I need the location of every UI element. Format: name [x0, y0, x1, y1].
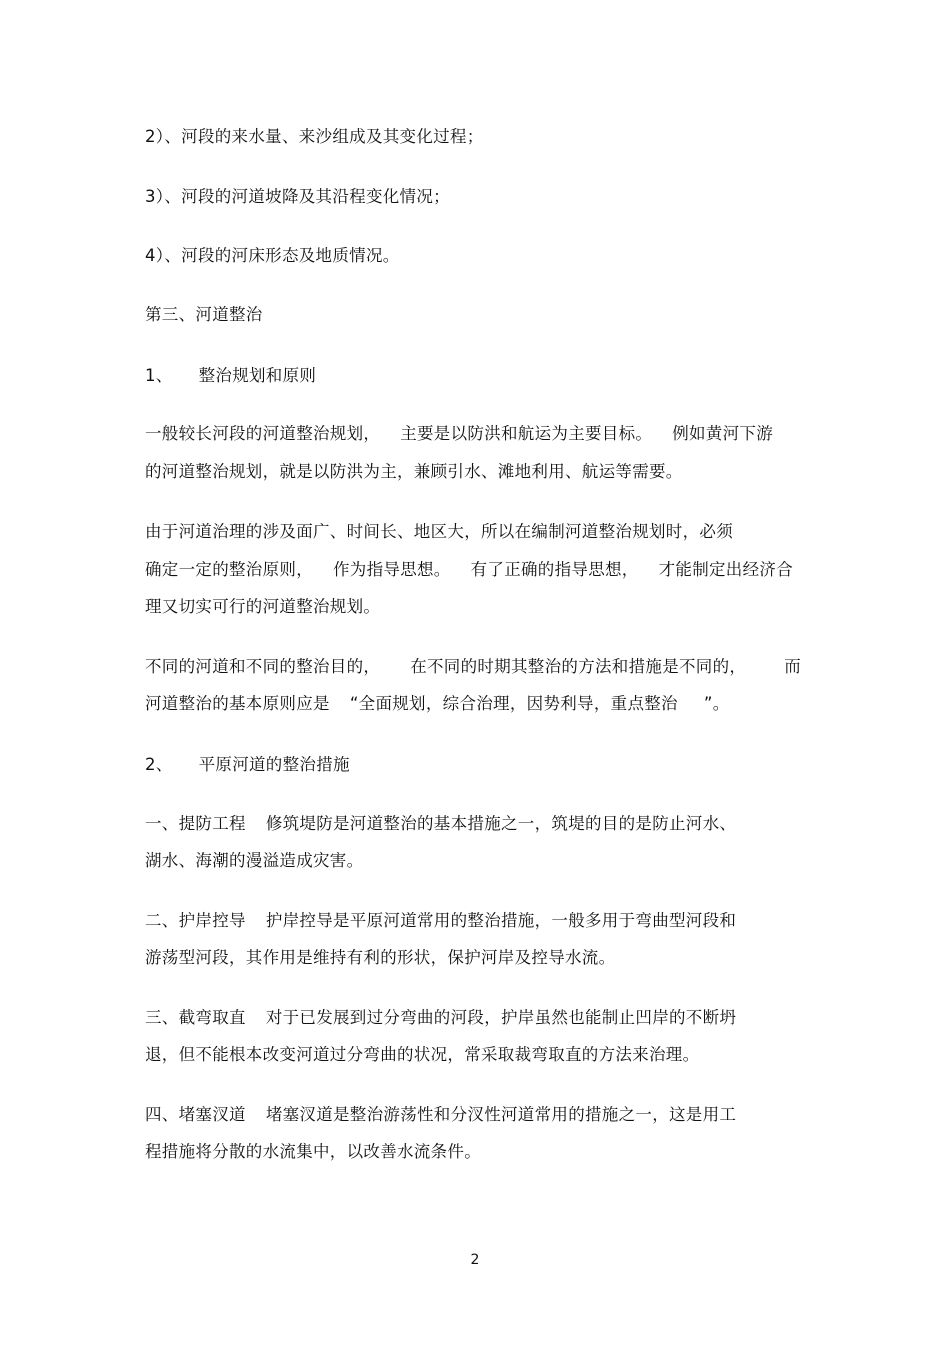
- paragraph-line: [145, 423, 773, 445]
- paragraph-line: 由于河道治理的涉及面广、时间长、地区大，所以在编制河道整治规划时，必须: [145, 522, 733, 541]
- text-segment: 而: [784, 657, 802, 676]
- list-item-4: 4）、河段的河床形态及地质情况。: [145, 246, 400, 265]
- text-segment: 不同的河道和不同的整治目的，: [145, 657, 381, 676]
- measure-line: 程措施将分散的水流集中，以改善水流条件。: [145, 1142, 481, 1161]
- subsection-heading-1: [145, 365, 316, 387]
- paragraph-line: 的河道整治规划，就是以防洪为主，兼顾引水、滩地利用、航运等需要。: [145, 462, 683, 481]
- text-segment: 作为指导思想。: [333, 560, 451, 579]
- text-segment: 确定一定的整治原则，: [145, 560, 313, 579]
- text-segment: 例如黄河下游: [672, 424, 774, 443]
- subsection-title: 平原河道的整治措施: [198, 755, 350, 774]
- text-segment: 在不同的时期其整治的方法和措施是不同的，: [410, 657, 747, 676]
- text-segment: ”。: [703, 694, 730, 713]
- list-item-3: 3）、河段的河道坡降及其沿程变化情况；: [145, 187, 450, 206]
- text-segment: “全面规划，综合治理，因势利导，重点整治: [349, 694, 678, 713]
- text-segment: 有了正确的指导思想，: [470, 560, 639, 579]
- measure-line: 退，但不能根本改变河道过分弯曲的状况，常采取裁弯取直的方法来治理。: [145, 1045, 700, 1064]
- text-segment: 对于已发展到过分弯曲的河段，护岸虽然也能制止凹岸的不断坍: [265, 1008, 737, 1027]
- text-segment: 一般较长河段的河道整治规划，: [145, 424, 381, 443]
- paragraph-line: [145, 656, 801, 678]
- measure-title: 二、护岸控导: [145, 911, 246, 930]
- measure-line: [145, 813, 736, 835]
- measure-line: [145, 1104, 736, 1126]
- list-item-2: 2）、河段的来水量、来沙组成及其变化过程；: [145, 127, 484, 146]
- measure-title: 三、截弯取直: [145, 1008, 246, 1027]
- subsection-title: 整治规划和原则: [198, 366, 317, 385]
- subsection-number: 2、: [145, 755, 173, 774]
- text-segment: 河道整治的基本原则应是: [145, 694, 330, 713]
- page-number: 2: [470, 1252, 480, 1268]
- text-segment: 才能制定出经济合: [658, 560, 794, 579]
- subsection-heading-2: [145, 754, 350, 776]
- measure-line: [145, 910, 736, 932]
- measure-line: [145, 1007, 736, 1029]
- section-heading: 第三、河道整治: [145, 305, 263, 324]
- paragraph-line: [145, 693, 730, 715]
- text-segment: 堵塞汊道是整治游荡性和分汊性河道常用的措施之一，这是用工: [265, 1105, 737, 1124]
- measure-line: 湖水、海潮的漫溢造成灾害。: [145, 851, 364, 870]
- text-segment: 主要是以防洪和航运为主要目标。: [400, 424, 653, 443]
- subsection-number: 1、: [145, 366, 173, 385]
- text-segment: 修筑堤防是河道整治的基本措施之一，筑堤的目的是防止河水、: [265, 814, 737, 833]
- paragraph-line: 理又切实可行的河道整治规划。: [145, 597, 381, 616]
- measure-title: 四、堵塞汊道: [145, 1105, 246, 1124]
- paragraph-line: [145, 559, 793, 581]
- measure-title: 一、提防工程: [145, 814, 246, 833]
- text-segment: 护岸控导是平原河道常用的整治措施，一般多用于弯曲型河段和: [265, 911, 737, 930]
- measure-line: 游荡型河段，其作用是维持有利的形状，保护河岸及控导水流。: [145, 948, 616, 967]
